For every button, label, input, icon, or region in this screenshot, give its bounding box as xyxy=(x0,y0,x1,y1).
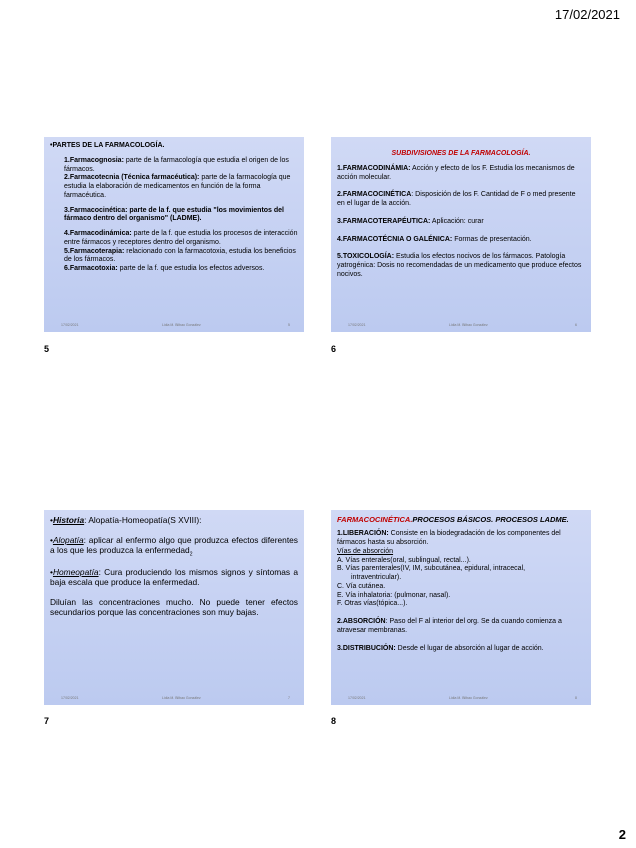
slide-footer xyxy=(44,323,304,330)
footer-slide-number: 6 xyxy=(575,323,577,327)
footer-slide-number: 7 xyxy=(288,696,290,700)
list-item: intraventricular). xyxy=(351,574,402,582)
slide-body xyxy=(50,157,298,274)
slide-number-label: 7 xyxy=(44,716,50,726)
list-item: 2.FARMACOCINÉTICA: Disposición de los F. Cantidad de F o med presente en el lugar de la acción. xyxy=(337,191,576,207)
list-item: 2.ABSORCIÓN: Paso del F al interior del org. Se da cuando comienza a atravesar membranas. xyxy=(337,618,562,634)
list-item: A. Vías enterales(oral, sublingual, rectal...). xyxy=(337,556,471,564)
vias-label: Vías de absorción xyxy=(337,547,394,555)
list-item: C. Vía cutánea. xyxy=(337,582,386,590)
list-item: 1.Farmacognosia: parte de la farmacología que estudia el origen de los fármacos. xyxy=(64,156,289,173)
list-item: B. Vías parenterales(IV, IM, subcutánea, epidural, intracecal, xyxy=(337,565,526,573)
slide-number-label: 5 xyxy=(44,344,50,354)
slide-title: SUBDIVISIONES DE LA FARMACOLOGÍA. xyxy=(391,150,531,157)
list-item: 3.FARMACOTERAPÉUTICA: Aplicación: curar xyxy=(337,217,484,225)
slide-number-label: 6 xyxy=(331,344,337,354)
slide-number-label: 8 xyxy=(331,716,337,726)
list-item: 2.Farmacotecnia (Técnica farmacéutica): parte de la farmacología que estudia la elaboración de medicamentos en función de la forma farmacéutica. xyxy=(64,174,291,199)
footer-date: 17/02/2021 xyxy=(61,323,79,327)
paragraph: Diluían las concentraciones mucho. No puede tener efectos secundarios porque las concentraciones son muy bajas. xyxy=(50,596,298,618)
slide-8 xyxy=(331,510,591,705)
footer-date: 17/02/2021 xyxy=(348,696,366,700)
slide-footer xyxy=(44,696,304,703)
list-item: 4.Farmacodinámica: parte de la f. que estudia los procesos de interacción entre fármacos y receptores dentro del organismo. xyxy=(64,230,298,246)
list-item: F. Otras vías(tópica...). xyxy=(337,600,408,608)
list-item: 5.TOXICOLOGÍA: Estudia los efectos nocivos de los fármacos. Patología yatrogénica: Dosis no recomendadas de un medicamento que produce efectos nocivos. xyxy=(337,253,582,278)
paragraph: •Alopatía: aplicar al enfermo algo que produzca efectos diferentes a los que les produzca la enfermedad$_2$ xyxy=(50,534,298,558)
list-item: 3.Farmacocinética: parte de la f. que estudia "los movimientos del fármaco dentro del organismo" (LADME). xyxy=(64,206,284,223)
list-item: 1.LIBERACIÓN: Consiste en la biodegradación de los componentes del fármacos hasta su absorción. xyxy=(337,530,561,547)
slide-footer xyxy=(331,323,591,330)
paragraph: •Homeopatía: Cura produciendo los mismos signos y síntomas a baja escala que produce la enfermedad. xyxy=(50,566,298,588)
footer-date: 17/02/2021 xyxy=(348,323,366,327)
list-item: 4.FARMACOTÉCNIA O GALÉNICA: Formas de presentación. xyxy=(337,235,532,243)
slide-footer xyxy=(331,696,591,703)
footer-slide-number: 5 xyxy=(288,323,290,327)
slide-7 xyxy=(44,510,304,705)
slide-6 xyxy=(331,137,591,332)
footer-date: 17/02/2021 xyxy=(61,696,79,700)
header-date: 17/02/2021 xyxy=(554,7,620,22)
list-item: 3.DISTRIBUCIÓN: Desde el lugar de absorción al lugar de acción. xyxy=(337,644,544,652)
list-item: 5.Farmacoterapia: relacionado con la farmacotoxia, estudia los beneficios de los fármacos. xyxy=(64,247,296,264)
footer-author: Lidia M. Bilbao González xyxy=(162,696,201,700)
footer-author: Lidia M. Bilbao González xyxy=(449,323,488,327)
footer-slide-number: 8 xyxy=(575,696,577,700)
list-item: E. Vía inhalatoria: (pulmonar, nasal). xyxy=(337,591,451,599)
slide-title: •PARTES DE LA FARMACOLOGÍA. xyxy=(50,142,165,149)
slide-heading: •Historia: Alopatía-Homeopatía(S XVIII): xyxy=(50,515,202,525)
footer-author: Lidia M. Bilbao González xyxy=(449,696,488,700)
slide-5 xyxy=(44,137,304,332)
slide-title: FARMACOCINÉTICA.PROCESOS BÁSICOS. PROCESOS LADME. xyxy=(337,515,569,524)
page-number: 2 xyxy=(618,827,626,842)
list-item: 6.Farmacotoxia: parte de la f. que estudia los efectos adversos. xyxy=(64,265,265,272)
footer-author: Lidia M. Bilbao González xyxy=(162,323,201,327)
list-item: 1.FARMACODINÁMIA: Acción y efecto de los F. Estudia los mecanismos de acción molecular. xyxy=(337,164,575,181)
